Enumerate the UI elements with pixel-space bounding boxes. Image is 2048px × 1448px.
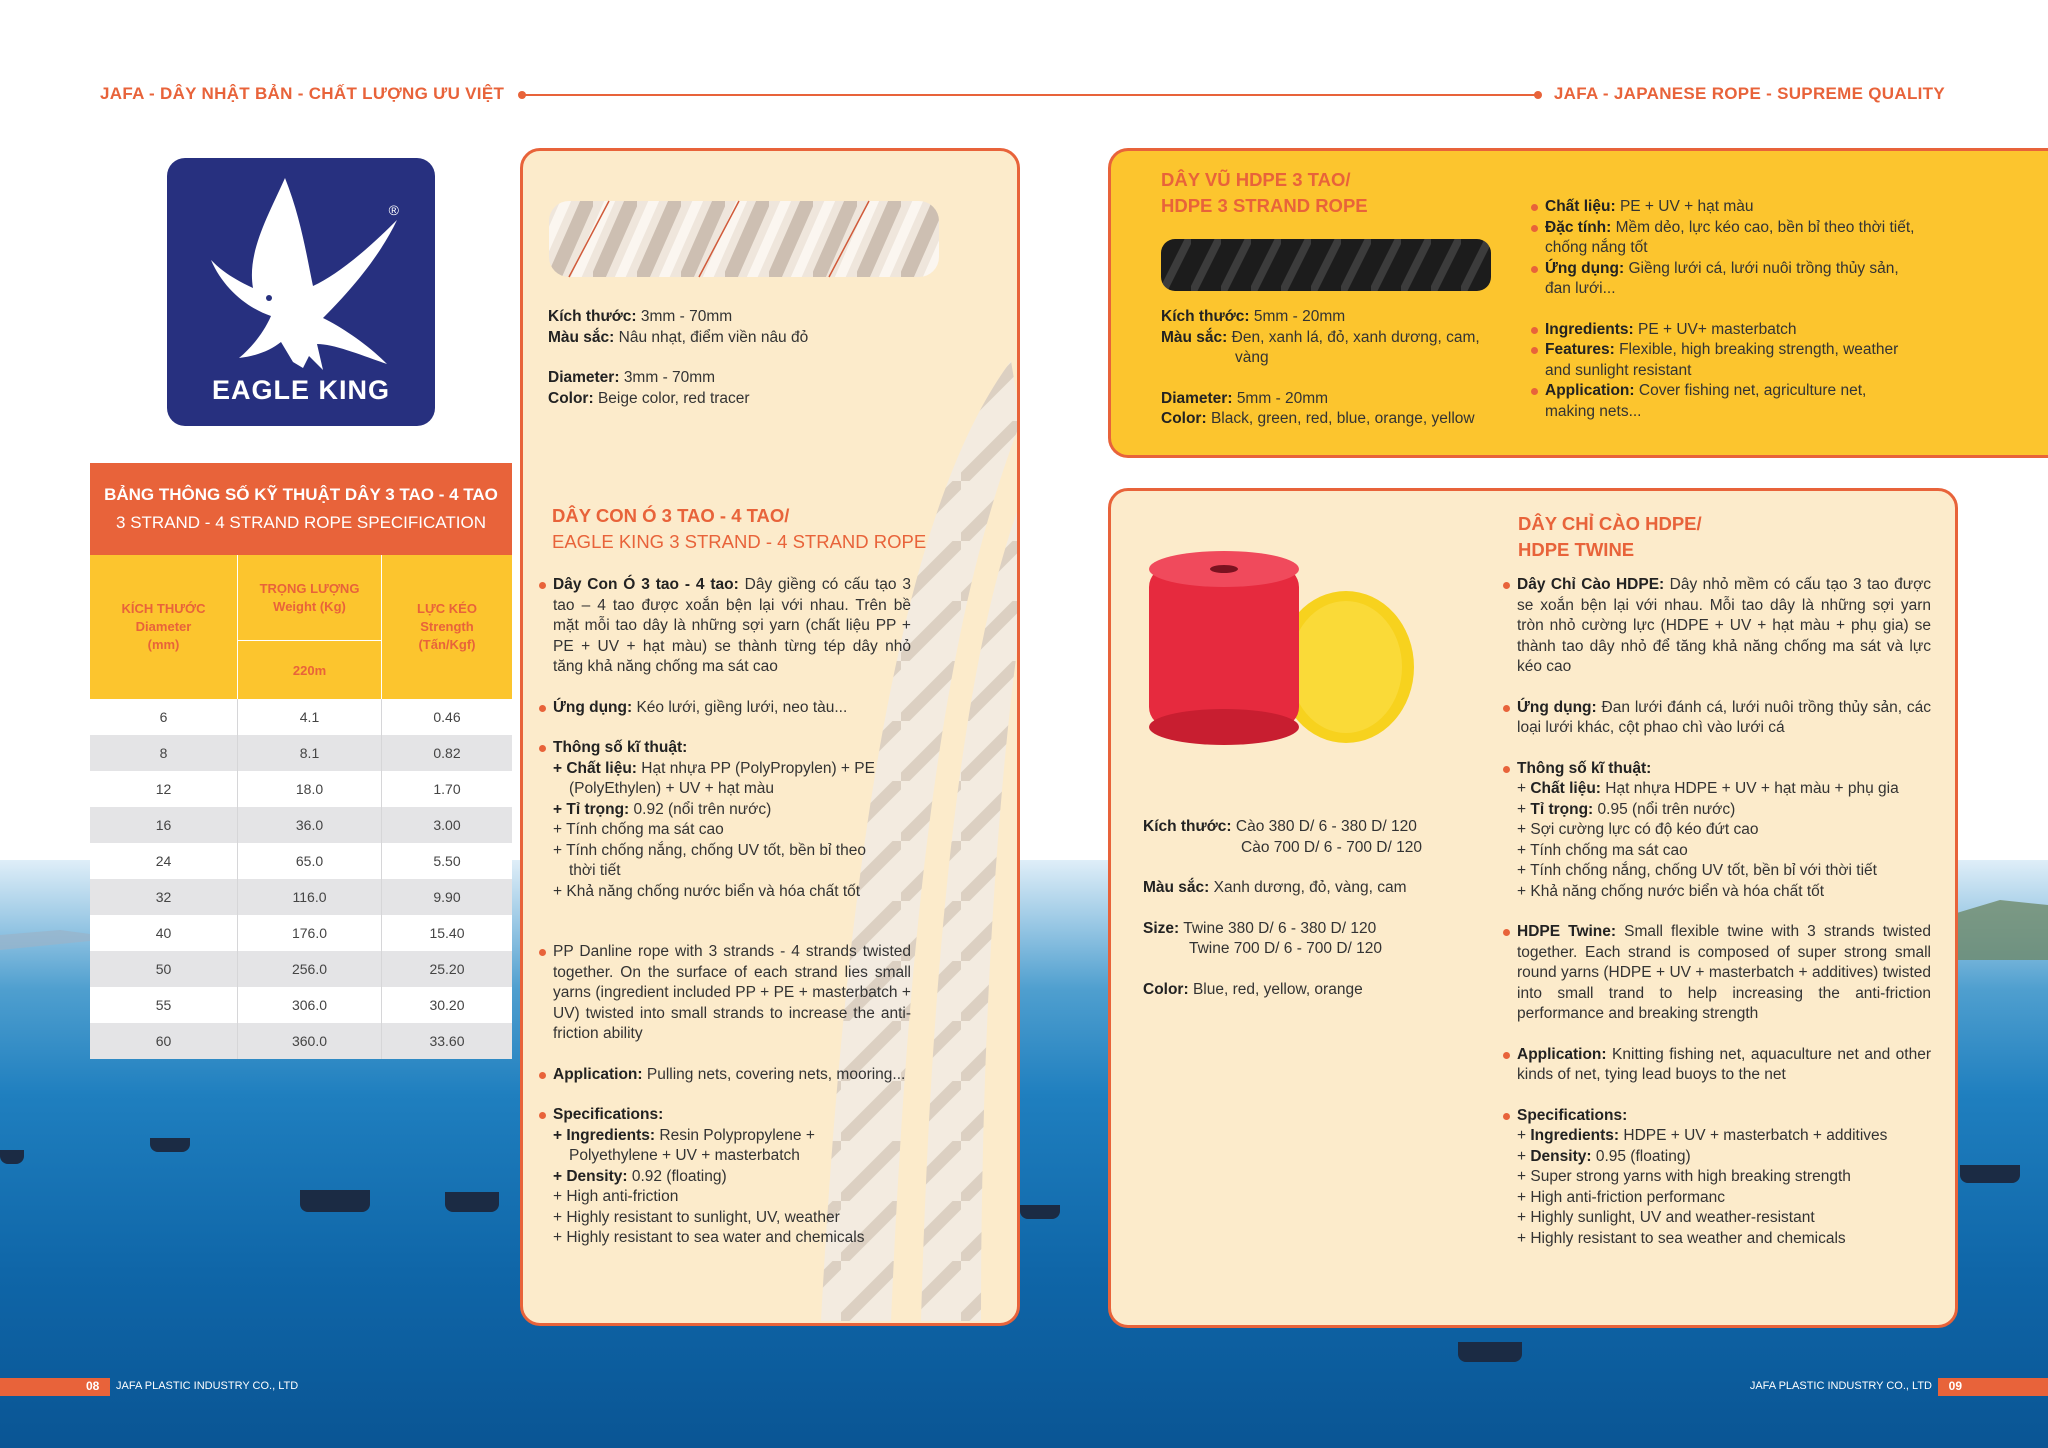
table-row: 55 306.0 30.20 [90, 987, 512, 1023]
danline-spec-vn: Kích thước: 3mm - 70mm Màu sắc: Nâu nhạt, điểm viền nâu đỏ Diameter: 3mm - 70mm Color: Beige color, red tracer [548, 308, 809, 407]
table-row: 8 8.1 0.82 [90, 735, 512, 771]
white-rope-image [549, 189, 939, 289]
boat [300, 1190, 370, 1212]
spec-title-vn: BẢNG THÔNG SỐ KỸ THUẬT DÂY 3 TAO - 4 TAO [104, 485, 498, 504]
boat [150, 1138, 190, 1152]
eagle-king-logo [167, 158, 435, 426]
boat [445, 1192, 499, 1212]
danline-rope-card [520, 148, 1020, 1326]
twine-spec-left: Kích thước: Cào 380 D/ 6 - 380 D/ 120 Cào 700 D/ 6 - 700 D/ 120 Màu sắc: Xanh dương, đỏ, vàng, cam Size: Twine 380 D/ 6 - 380 D/ 120 Twine 700 D/ 6 - 700 D/ 120 Color: Blue, red, yellow, orange [1143, 818, 1422, 998]
col-diameter-header: KÍCH THƯỚC Diameter (mm) [90, 555, 238, 699]
black-rope-image [1161, 235, 1491, 295]
col-weight-header: TRỌNG LƯỢNG Weight (Kg) [238, 555, 382, 641]
danline-body: Dây Con Ó 3 tao - 4 tao: Dây giềng có cấu tạo 3 tao – 4 tao được xoắn bện lại với nhau. Trên bề mặt mỗi tao dây là những sợi yarn (chất liệu PP + PE + UV + hạt màu) se thành từng tép dây nhỏ tăng khả năng chống ma sát cao Ứng dụng: Kéo lưới, giềng lưới, neo tàu... Thông số kĩ thuật: + Chất liệu: Hạt nhựa PP (PolyPropylen) + PE (PolyEthylen) + UV + hạt màu + Tỉ trọng: 0.92 (nổi trên nước) + Tính chống ma sát cao + Tính chống nắng, chống UV tốt, bền bỉ theo thời tiết + Khả năng chống nước biển và hóa chất tốt PP Danline rope with 3 strands - 4 strands twisted together. On the surface of each strand lies small yarns (ingredient included PP + PE + masterbatch + UV) twisted into small strands to increase the anti-friction ability Application: Pulling nets, covering nets, mooring... Specifications: + Ingredients: Resin Polypropylene + Polyethylene + UV + masterbatch + Density: 0.92 (floating) + High anti-friction + Highly resistant to sunlight, UV, weather + Highly resistant to sea water and chemicals [539, 575, 911, 1249]
danline-use: Ứng dụng: Kéo lưới, giềng lưới, neo tàu... [539, 698, 911, 719]
table-row: 50 256.0 25.20 [90, 951, 512, 987]
col-weight-subheader: 220m [238, 641, 382, 699]
twine-body: Dây Chỉ Cào HDPE: Dây nhỏ mềm có cấu tạo 3 tao được se xoắn bện lại với nhau. Mỗi tao dây là những sợi yarn tròn nhỏ cường lực (HDPE + UV + hạt màu + phụ gia) se thành tao dây nhỏ để tăng khả năng chống ma sát và lực kéo cao Ứng dụng: Đan lưới đánh cá, lưới nuôi trồng thủy sản, các loại lưới khác, cột phao chì vào lưới cá Thông số kĩ thuật: + Chất liệu: Hạt nhựa HDPE + UV + hạt màu + phụ gia + Tỉ trọng: 0.95 (nổi trên nước) + Sợi cường lực có độ kéo đứt cao + Tính chống ma sát cao + Tính chống nắng, chống UV tốt, bền bỉ với thời tiết + Khả năng chống nước biển và hóa chất tốt HDPE Twine: Small flexible twine with 3 strands twisted together. Each strand is composed of super strong small round yarns (HDPE + UV + masterbatch + additives) twisted into small trand to help increasing the anti-friction performance and breaking strength Application: Knitting fishing net, aquaculture net and other kinds of net, tying lead buoys to the net Specifications: + Ingredients: HDPE + UV + masterbatch + additives + Density: 0.95 (floating) + Super strong yarns with high breaking strength + High anti-friction performanc + Highly sunlight, UV and weather-resistant + Highly resistant to sea weather and chemicals [1503, 575, 1931, 1249]
boat [1020, 1205, 1060, 1219]
table-row: 16 36.0 3.00 [90, 807, 512, 843]
boat [1960, 1165, 2020, 1183]
table-row: 6 4.1 0.46 [90, 699, 512, 735]
hdpe3-spec-left: Kích thước: 5mm - 20mm Màu sắc: Đen, xanh lá, đỏ, xanh dương, cam, vàng Diameter: 5mm - 20mm Color: Black, green, red, blue, orange, yellow [1161, 308, 1480, 427]
spec-table [90, 463, 512, 1059]
danline-desc-en: PP Danline rope with 3 strands - 4 strands twisted together. On the surface of each strand lies small yarns (ingredient included PP + PE + masterbatch + UV) twisted into small strands to increase the anti-friction ability [539, 942, 911, 1045]
boat [0, 1150, 24, 1164]
hdpe-3-strand-card [1108, 148, 2048, 458]
danline-title: DÂY CON Ó 3 TAO - 4 TAO/ EAGLE KING 3 STRAND - 4 STRAND ROPE [552, 505, 927, 552]
hdpe-twine-card [1108, 488, 1958, 1328]
col-strength-header: LỰC KÉO Strength (Tấn/Kgf) [417, 601, 477, 652]
table-row: 40 176.0 15.40 [90, 915, 512, 951]
header-right: JAFA - JAPANESE ROPE - SUPREME QUALITY [1553, 84, 1945, 103]
spec-table-header [90, 555, 512, 699]
spec-table-title [90, 463, 512, 555]
spec-title-en: 3 STRAND - 4 STRAND ROPE SPECIFICATION [116, 513, 486, 532]
footer-company-right: JAFA PLASTIC INDUSTRY CO., LTD [1749, 1380, 1932, 1392]
spec-table-body [90, 699, 512, 1059]
twine-title: DÂY CHỈ CÀO HDPE/ HDPE TWINE [1518, 513, 1702, 560]
boat [1458, 1342, 1522, 1362]
page-number-left: 08 [86, 1379, 100, 1393]
footer-company-left: JAFA PLASTIC INDUSTRY CO., LTD [116, 1380, 299, 1392]
table-row: 32 116.0 9.90 [90, 879, 512, 915]
hdpe3-title: DÂY VŨ HDPE 3 TAO/ HDPE 3 STRAND ROPE [1161, 169, 1368, 216]
hdpe3-spec-right: Chất liệu: PE + UV + hạt màu Đặc tính: Mềm dẻo, lực kéo cao, bền bỉ theo thời tiết, chống nắng tốt Ứng dụng: Giềng lưới cá, lưới nuôi trồng thủy sản, đan lưới... Ingredients: PE + UV+ masterbatch Features: Flexible, high breaking strength, weather and sunlight resistant Application: Cover fishing net, agriculture net, making nets... [1531, 197, 1971, 422]
page-number-right: 09 [1948, 1379, 1962, 1393]
logo-brand-text: EAGLE KING [211, 375, 390, 405]
table-row: 60 360.0 33.60 [90, 1023, 512, 1059]
danline-desc: Dây Con Ó 3 tao - 4 tao: Dây giềng có cấu tạo 3 tao – 4 tao được xoắn bện lại với nhau. Trên bề mặt mỗi tao dây là những sợi yarn (chất liệu PP + PE + UV + hạt màu) se thành từng tép dây nhỏ tăng khả năng chống ma sát cao [539, 575, 911, 678]
table-row: 24 65.0 5.50 [90, 843, 512, 879]
header-divider [522, 94, 1538, 96]
header-left: JAFA - DÂY NHẬT BẢN - CHẤT LƯỢNG ƯU VIỆT [100, 84, 505, 103]
registered-mark: ® [388, 202, 399, 218]
table-row: 12 18.0 1.70 [90, 771, 512, 807]
twine-spools-image [1141, 547, 1441, 767]
danline-application: Application: Pulling nets, covering nets, mooring... [539, 1065, 911, 1086]
